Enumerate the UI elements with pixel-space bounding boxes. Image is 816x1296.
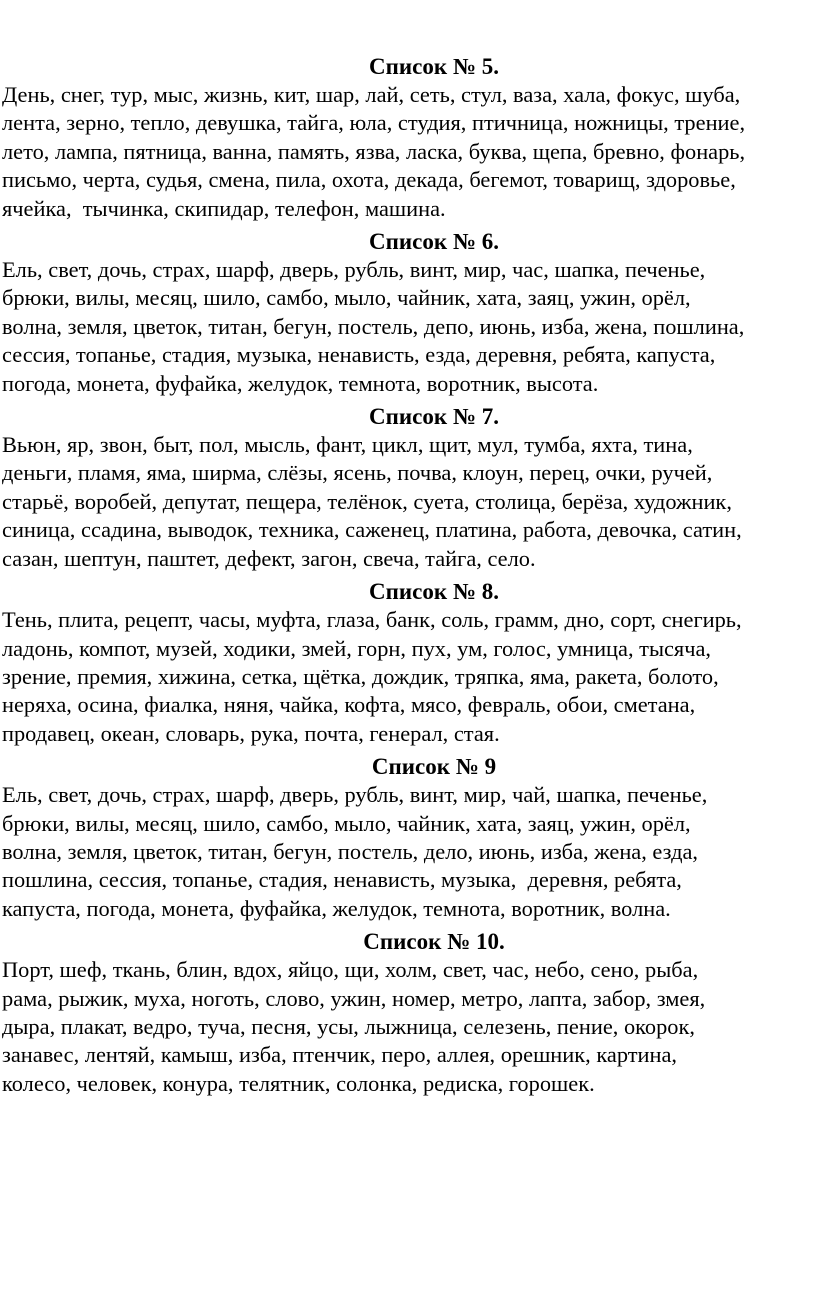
list-line: волна, земля, цветок, титан, бегун, постель, дело, июнь, изба, жена, езда, — [2, 838, 699, 864]
section-title: Список № 7. — [369, 404, 499, 430]
section-title: Список № 9 — [371, 754, 497, 780]
list-line: синица, ссадина, выводок, техника, саженец, платина, работа, девочка, сатин, — [2, 517, 742, 543]
list-line: Тень, плита, рецепт, часы, муфта, глаза, банк, соль, грамм, дно, сорт, снегирь, — [2, 607, 742, 633]
list-line: колесо, человек, конура, телятник, солонка, редиска, горошек. — [2, 1070, 595, 1096]
list-section-8 — [0, 577, 816, 748]
list-line: рама, рыжик, муха, ноготь, слово, ужин, номер, метро, лапта, забор, змея, — [2, 985, 706, 1011]
list-line: капуста, погода, монета, фуфайка, желудок, темнота, воротник, волна. — [2, 895, 671, 921]
word-list — [0, 81, 816, 223]
list-section-6 — [0, 227, 816, 398]
list-line: зрение, премия, хижина, сетка, щётка, дождик, тряпка, яма, ракета, болото, — [2, 663, 719, 689]
word-list — [0, 606, 816, 748]
list-line: продавец, океан, словарь, рука, почта, генерал, стая. — [2, 720, 500, 746]
list-section-5 — [0, 52, 816, 223]
document-page — [0, 52, 816, 1102]
list-line: неряха, осина, фиалка, няня, чайка, кофта, мясо, февраль, обои, сметана, — [2, 692, 696, 718]
list-line: письмо, черта, судья, смена, пила, охота, декада, бегемот, товарищ, здоровье, — [2, 167, 736, 193]
section-title: Список № 8. — [369, 579, 499, 605]
list-line: брюки, вилы, месяц, шило, самбо, мыло, чайник, хата, заяц, ужин, орёл, — [2, 810, 691, 836]
list-section-7 — [0, 402, 816, 573]
list-line: лента, зерно, тепло, девушка, тайга, юла, студия, птичница, ножницы, трение, — [2, 110, 746, 136]
list-line: старьё, воробей, депутат, пещера, телёнок, суета, столица, берёза, художник, — [2, 488, 732, 514]
list-line: дыра, плакат, ведро, туча, песня, усы, лыжница, селезень, пение, окорок, — [2, 1013, 695, 1039]
list-line: Ель, свет, дочь, страх, шарф, дверь, рубль, винт, мир, час, шапка, печенье, — [2, 257, 706, 283]
section-title: Список № 6. — [369, 229, 499, 255]
list-line: сазан, шептун, паштет, дефект, загон, свеча, тайга, село. — [2, 545, 536, 571]
list-line: брюки, вилы, месяц, шило, самбо, мыло, чайник, хата, заяц, ужин, орёл, — [2, 285, 691, 311]
list-line: Вьюн, яр, звон, быт, пол, мысль, фант, цикл, щит, мул, тумба, яхта, тина, — [2, 432, 693, 458]
list-line: пошлина, сессия, топанье, стадия, ненависть, музыка, деревня, ребята, — [2, 867, 682, 893]
list-line: ячейка, тычинка, скипидар, телефон, машина. — [2, 195, 446, 221]
word-list — [0, 781, 816, 923]
section-title: Список № 10. — [363, 929, 505, 955]
word-list — [0, 431, 816, 573]
word-list — [0, 256, 816, 398]
list-section-9 — [0, 752, 816, 923]
list-line: лето, лампа, пятница, ванна, память, язва, ласка, буква, щепа, бревно, фонарь, — [2, 138, 746, 164]
list-line: занавес, лентяй, камыш, изба, птенчик, перо, аллея, орешник, картина, — [2, 1042, 678, 1068]
list-line: волна, земля, цветок, титан, бегун, постель, депо, июнь, изба, жена, пошлина, — [2, 313, 745, 339]
list-section-10 — [0, 927, 816, 1098]
list-line: сессия, топанье, стадия, музыка, ненависть, езда, деревня, ребята, капуста, — [2, 342, 716, 368]
list-line: ладонь, компот, музей, ходики, змей, горн, пух, ум, голос, умница, тысяча, — [2, 635, 712, 661]
list-line: погода, монета, фуфайка, желудок, темнота, воротник, высота. — [2, 370, 599, 396]
list-line: День, снег, тур, мыс, жизнь, кит, шар, лай, сеть, стул, ваза, хала, фокус, шуба, — [2, 82, 741, 107]
section-title: Список № 5. — [369, 54, 499, 79]
list-line: Порт, шеф, ткань, блин, вдох, яйцо, щи, холм, свет, час, небо, сено, рыба, — [2, 957, 699, 983]
list-line: деньги, пламя, яма, ширма, слёзы, ясень, почва, клоун, перец, очки, ручей, — [2, 460, 713, 486]
list-line: Ель, свет, дочь, страх, шарф, дверь, рубль, винт, мир, чай, шапка, печенье, — [2, 782, 708, 808]
word-list — [0, 956, 816, 1098]
